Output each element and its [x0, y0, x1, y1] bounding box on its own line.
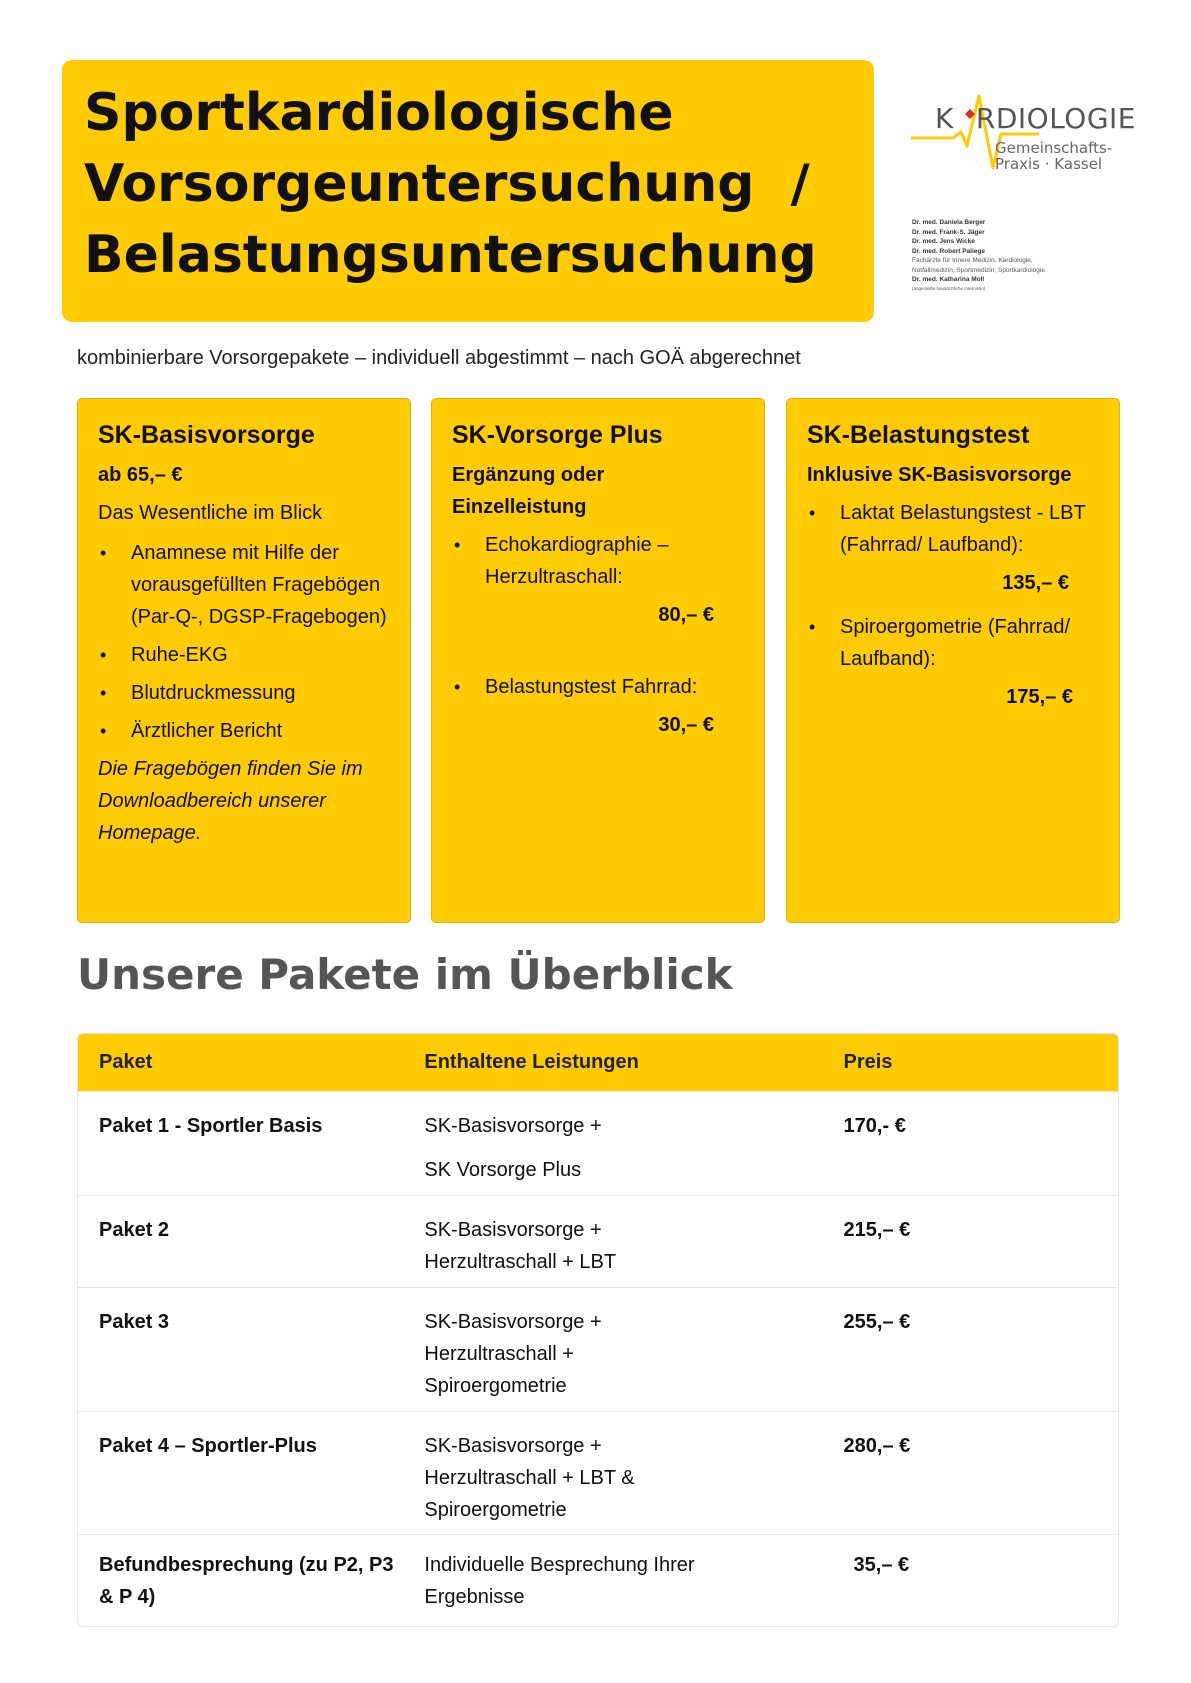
doctor-name: Dr. med. Katharina Moll	[912, 276, 985, 283]
price-label: 135,– €	[1002, 572, 1069, 594]
doctor-name: Dr. med. Daniela Berger	[912, 219, 986, 226]
service-line: SK-Basisvorsorge +	[424, 1219, 602, 1241]
card-lead: Inklusive SK-Basisvorsorge	[807, 464, 1072, 486]
service-text: Belastungstest Fahrrad:	[485, 676, 698, 698]
service-line: Spiroergometrie	[424, 1375, 567, 1397]
title-banner	[62, 60, 874, 322]
column-header: Preis	[843, 1051, 893, 1073]
card-basisvorsorge	[77, 398, 411, 923]
logo-brand: K RDIOLOGIE	[935, 102, 1136, 135]
package-services	[424, 1306, 843, 1411]
doctor-name: Dr. med. Robert Paliege	[912, 247, 985, 255]
service-text: Spiroergometrie (Fahrrad/ Laufband):	[840, 616, 1071, 670]
service-text: Echokardiographie – Herzultraschall:	[485, 534, 669, 588]
package-price: 280,– €	[843, 1435, 911, 1457]
title-line: Sportkardiologische	[84, 83, 674, 143]
card-note: Die Fragebögen finden Sie im Downloadbereich unserer Homepage.	[98, 758, 363, 844]
list-item	[452, 671, 744, 703]
service-list	[452, 529, 744, 593]
list-item: • Ärztlicher Bericht	[98, 715, 390, 747]
service-line: SK-Basisvorsorge +	[424, 1435, 602, 1457]
table-row	[78, 1287, 1118, 1411]
card-title: SK-Vorsorge Plus	[452, 421, 663, 449]
package-price: 255,– €	[843, 1311, 911, 1333]
list-item: • Blutdruckmessung	[98, 677, 390, 709]
price-label: 80,– €	[658, 604, 714, 626]
section-title: Unsere Pakete im Überblick	[77, 950, 733, 999]
service-line: Ergebnisse	[424, 1586, 525, 1608]
specialty-text: Notfallmedizin, Sportmedizin, Sportkardiologie	[912, 266, 1045, 274]
package-table	[77, 1033, 1119, 1627]
doctor-name: Dr. med. Frank-S. Jäger	[912, 228, 985, 236]
package-name: Paket 4 – Sportler-Plus	[99, 1435, 317, 1457]
service-list	[807, 611, 1099, 675]
service-text: Laktat Belastungstest - LBT (Fahrrad/ Laufband):	[840, 502, 1086, 556]
service-list	[98, 537, 390, 747]
package-services	[424, 1430, 843, 1534]
specialty-text: Fachärzte für Innere Medizin, Kardiologie,	[912, 257, 1033, 264]
service-line: SK-Basisvorsorge +	[424, 1311, 602, 1333]
service-line: Individuelle Besprechung Ihrer	[424, 1554, 695, 1576]
card-lead: ab 65,– €	[98, 464, 183, 486]
card-belastungstest	[786, 398, 1120, 923]
service-line: Herzultraschall +	[424, 1343, 574, 1365]
price-label: 30,– €	[658, 714, 714, 736]
package-price: 35,– €	[853, 1554, 910, 1576]
column-header: Paket	[99, 1051, 153, 1073]
service-line: Herzultraschall + LBT &	[424, 1467, 635, 1489]
card-lead: Ergänzung oder Einzelleistung	[452, 464, 605, 518]
table-row	[78, 1534, 1118, 1626]
card-vorsorge-plus	[431, 398, 765, 923]
package-name: Paket 1 - Sportler Basis	[99, 1115, 323, 1137]
table-row	[78, 1411, 1118, 1534]
doctor-name: Dr. med. Jens Wicke	[912, 238, 975, 245]
package-price: 215,– €	[843, 1219, 911, 1241]
service-line: SK-Basisvorsorge +	[424, 1115, 602, 1137]
column-header: Enthaltene Leistungen	[424, 1051, 639, 1073]
card-title: SK-Basisvorsorge	[98, 421, 315, 449]
doctor-list	[912, 218, 1045, 292]
list-item: • Anamnese mit Hilfe der vorausgefüllten Fragebögen (Par-Q-, DGSP-Fragebogen)	[98, 537, 390, 633]
service-line: Spiroergometrie	[424, 1499, 567, 1521]
card-title: SK-Belastungstest	[807, 421, 1030, 449]
list-item: • Ruhe-EKG	[98, 639, 390, 671]
list-item	[807, 611, 1099, 675]
service-line: SK Vorsorge Plus	[424, 1159, 582, 1181]
title-line: Belastungsuntersuchung	[84, 225, 817, 285]
list-item	[807, 497, 1099, 561]
package-services	[424, 1549, 843, 1626]
package-services	[424, 1110, 843, 1195]
service-list	[452, 671, 744, 703]
table-header	[78, 1034, 1118, 1091]
package-name: Paket 2	[99, 1219, 170, 1241]
subtitle: kombinierbare Vorsorgepakete – individuell abgestimmt – nach GOÄ abgerechnet	[77, 347, 801, 369]
table-row	[78, 1091, 1118, 1195]
page-title	[84, 78, 852, 291]
package-services	[424, 1214, 843, 1287]
practice-logo	[905, 90, 1145, 300]
service-line: Herzultraschall + LBT	[424, 1251, 617, 1273]
package-name: Befundbesprechung (zu P2, P3 & P 4)	[99, 1554, 394, 1608]
table-row	[78, 1195, 1118, 1287]
logo-subtitle: Gemeinschafts- Praxis · Kassel	[995, 139, 1113, 173]
card-tagline: Das Wesentliche im Blick	[98, 502, 323, 524]
title-line: Vorsorgeuntersuchung /	[84, 154, 810, 214]
price-label: 175,– €	[1006, 686, 1073, 708]
service-list	[807, 497, 1099, 561]
list-item	[452, 529, 744, 593]
doctor-note: (angestellte hausärztliche Internistin)	[912, 285, 986, 291]
package-name: Paket 3	[99, 1311, 170, 1333]
package-price: 170,- €	[843, 1115, 906, 1137]
